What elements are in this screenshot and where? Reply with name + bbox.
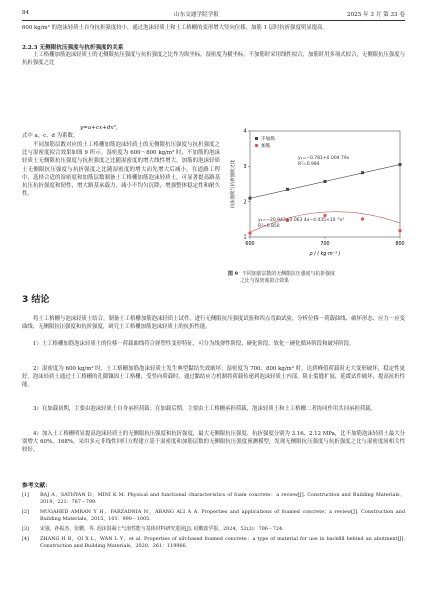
x-axis-label: ρ / ( kg·m⁻³ ) — [309, 252, 341, 257]
conclusion-item-3: 3）在加载初期，主要由泡沫轻质土自身承担荷载；在加载后期，主要由土工格栅承担荷载，泡沫轻质土和土工格栅二者协同作用共同承担荷载。 — [33, 406, 377, 412]
reference-2 — [22, 509, 405, 523]
conclusion-item-2: 2）湿密度为 600 kg/m³ 时，土工格栅加筋泡沫轻质土发生典型黏结失效破坏；湿密度为 700、800 kg/m³ 时，达到峰值荷载时无大变形破坏，稳定性更好。泡沫轻质土通过土工格栅的孔隙镶固土工格栅，受竖向荷载时，通过黏结应力机制将荷载传递到泡沫轻质土内部，阻止裂缝扩展，延缓试件破坏，提高抗折性能。 — [22, 366, 405, 389]
data-point-unreinforced — [324, 180, 327, 183]
legend-marker-2 — [255, 144, 258, 147]
paragraph-1: 土工格栅加筋泡沫轻质土的无侧限抗压强度与抗折强度之比作为纵坐标，湿密度为横坐标，不加筋时采用线性拟合，加筋时用多项式拟合，无侧限抗压强度与抗折强度之比 — [22, 52, 405, 67]
data-point-reinforced — [398, 229, 401, 232]
figure-caption-line2: 之比与湿密度拟合效果 — [240, 278, 289, 284]
section-heading: 2.2.3 无侧限抗压强度与抗折强度的关系 — [22, 45, 124, 51]
reference-text: ZHANG H B，QI X L，WAN L Y，et al. Properties of silt-based foamed concrete：a type of material for use in backfill behind an abutment[J]. Construction and Building Materials，2020，261：119966. — [40, 536, 405, 550]
references-heading: 参考文献： — [22, 483, 51, 489]
reference-text: RAJ A，SATHYAN D，MINI K M. Physical and functional characteristics of foam concrete：a review[J]. Construction and Building Materials，2019，221：787－799. — [40, 492, 405, 506]
reference-1 — [22, 492, 405, 506]
legend-marker-1 — [255, 137, 258, 140]
reference-number: [1] — [22, 492, 29, 498]
reference-text: 宋强，孙振杰，张鹏，等. 泡沫混凝土气泡性能与基体材料研究进展[J]. 硅酸盐学报，2024，52(2)：706－724. — [40, 526, 284, 532]
data-point-unreinforced — [286, 188, 289, 191]
x-tick-label: 800 — [395, 242, 405, 247]
data-point-unreinforced — [249, 197, 252, 200]
data-point-reinforced — [361, 217, 364, 220]
y-tick-label: 1 — [243, 235, 247, 241]
page-number: 84 — [22, 10, 30, 16]
figure-caption-line1: 不同加筋层数的无侧限抗压强度与抗折强度 — [242, 271, 335, 277]
conclusion-intro: 将土工格栅与泡沫轻质土结合，制备土工格栅加筋泡沫轻质土试件，进行无侧限抗压强度试验和四点弯曲试验，分析位移－荷载曲线、破坏形态、应力－应变曲线、无侧限抗压强度和抗折强度，研究土工格栅加筋泡沫轻质土的抗折性能。 — [22, 316, 405, 331]
reference-3 — [22, 526, 405, 533]
data-point-reinforced — [248, 232, 251, 235]
paragraph-2: 不同加筋层数对应的土工格栅加筋泡沫轻质土的无侧限抗压强度与抗折强度之比与湿密度拟合效果如图 9 所示。湿密度为 600～800 kg/m³ 时，不加筋的泡沫轻质土无侧限抗压强度与抗折强度之比随湿密度的增大线性增大，加筋的泡沫轻质土无侧限抗压强度与抗折强度之比随湿密度的增大而先增大后减小。在道路工程中，选择合适的湿密度和加筋层数制备土工格栅加筋泡沫轻质土，可显著提高路基抗压抗折强度和韧性，增大路基承载力，减小不均匀沉降，增强整体稳定性和耐久性。 — [22, 142, 220, 198]
intro-paragraph: 600 kg/m³ 的泡沫轻质土自身抗折强度较小，通过泡沫轻质土和土工格栅的变形增大竖向位移，加筋 1 层时抗折强度明显提高。 — [22, 25, 328, 31]
formula: y=a+cx+dx²， — [80, 125, 122, 131]
reference-number: [4] — [22, 536, 29, 542]
issue-info: 2025 年 3 月 第 33 卷 — [347, 12, 405, 18]
fit-r2-1: R²=0.984 — [298, 162, 320, 167]
legend — [255, 135, 275, 149]
figure-9 — [228, 125, 410, 267]
fit-equation-2: y₂=−20.943+0.063 4x−4.435×10⁻⁵x² — [258, 218, 345, 223]
y-tick-label: 2 — [243, 200, 247, 206]
y-tick-label: 3 — [243, 164, 247, 170]
data-point-unreinforced — [361, 171, 364, 174]
figure-caption — [228, 271, 408, 285]
reference-number: [3] — [22, 526, 29, 532]
reference-4 — [22, 536, 405, 550]
figure-label: 图 9 — [228, 271, 238, 277]
chart-svg — [228, 125, 410, 267]
x-tick-label: 700 — [320, 242, 330, 247]
reference-number: [2] — [22, 509, 29, 515]
conclusion-heading: 3 结论 — [22, 295, 50, 305]
y-axis-label: 抗压强度与抗折强度之比 — [231, 159, 236, 209]
legend-label-1: 不加筋 — [261, 137, 275, 142]
conclusion-item-4: 4）加入土工格栅明显提高泡沫轻质土的无侧限抗压强度和抗折强度，最大无侧限抗压强度、抗折强度分别为 3.16、2.12 MPa，比不加筋泡沫轻质土最大分别增大 60%、168%。采用多元非线性回归方程建立基于湿密度和加筋层数的无侧限抗压强度预测模型，发现无侧限抗压强度与抗折强度之比与湿密度间相关性较好。 — [22, 431, 405, 454]
reference-text: MUGAHED AMRAN Y H，FARZADNIA N，ABANG ALI A A. Properties and applications of foamed concrete；a review[J]. Construction and Building Materials，2015，101：990－1005. — [40, 509, 405, 523]
data-point-unreinforced — [399, 163, 402, 166]
formula-note: 式中 a、c、d 为系数。 — [22, 133, 79, 139]
journal-name: 山东交通学院学报 — [174, 12, 219, 18]
x-tick-label: 600 — [245, 242, 255, 247]
y-tick-label: 4 — [243, 129, 247, 135]
data-point-reinforced — [323, 214, 326, 217]
page-header — [22, 8, 405, 21]
fit-r2-2: R²=0.850 — [258, 224, 280, 229]
fit-equation-1: y₁=−0.781+0.004 79x — [298, 156, 350, 161]
conclusion-item-1: 1）土工格栅加筋泡沫轻质土的位移－荷载曲线符合弹塑性变形特征，可分为线弹性阶段、硬化阶段、软化－硬化循环阶段和破坏阶段。 — [33, 341, 355, 347]
legend-label-2: 加筋 — [261, 144, 271, 149]
